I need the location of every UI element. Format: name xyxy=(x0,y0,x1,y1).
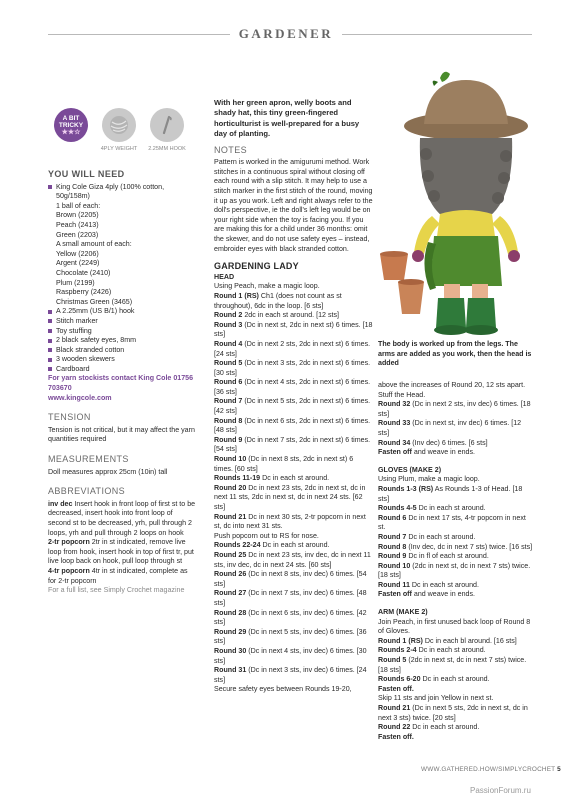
row-label: Round 21 xyxy=(378,704,411,712)
difficulty-stars: ★★☆ xyxy=(61,128,81,136)
difficulty-line1: A BIT xyxy=(62,114,80,122)
pattern-row xyxy=(378,685,534,695)
row-text: (Dc in next 4 sts, 2dc in next st) 6 times. [36 sts] xyxy=(214,378,371,396)
list-item: Stitch marker xyxy=(48,317,196,327)
pattern-row xyxy=(378,419,534,438)
row-text: (Dc in next 8 sts, inv dec) 6 times. [54 sts] xyxy=(214,570,367,588)
materials-list xyxy=(48,183,196,375)
page-number: 5 xyxy=(557,766,561,773)
page-footer xyxy=(421,766,561,773)
yarn-weight-label: 4PLY WEIGHT xyxy=(100,146,138,152)
pattern-row xyxy=(214,455,374,474)
row-text: (2dc in next st, dc in next 7 sts) twice. [18 sts] xyxy=(378,561,531,580)
pattern-row xyxy=(214,311,374,321)
row-text: Dc in each st around. xyxy=(410,723,480,732)
row-label: Round 33 xyxy=(378,419,411,428)
pattern-row xyxy=(378,694,534,704)
row-text: Dc in each st around. xyxy=(416,646,486,655)
row-text: Dc in each st around. xyxy=(420,675,490,684)
row-label: Round 2 xyxy=(214,311,243,320)
head-rows-continued xyxy=(378,400,534,458)
yarn-weight-badge xyxy=(100,108,138,153)
abbreviation-entry xyxy=(48,500,196,538)
pattern-title: GARDENING LADY xyxy=(214,261,299,272)
list-subitem: 1 ball of each: xyxy=(56,201,101,210)
row-label: Round 9 xyxy=(214,435,243,444)
pattern-row xyxy=(378,733,534,743)
row-text: (Dc in next 4 sts, inv dec) 6 times. [30 sts] xyxy=(214,646,367,665)
row-text: (Dc in next 7 sts, inv dec) 6 times. [48 sts] xyxy=(214,589,367,607)
pattern-row xyxy=(214,570,374,589)
row-label: Round 5 xyxy=(214,359,243,368)
abbreviations-note: For a full list, see Simply Crochet magazine xyxy=(48,586,185,595)
pattern-row xyxy=(378,562,534,581)
tension-text: Tension is not critical, but it may affect the yarn quantities required xyxy=(48,425,195,444)
difficulty-badge xyxy=(52,108,90,142)
list-subitem: Yellow (2206) xyxy=(56,249,99,258)
row-label: Round 26 xyxy=(214,570,247,579)
hook-icon xyxy=(150,108,184,142)
row-text: (Dc in next st, inv dec) 6 times. [12 sts] xyxy=(378,419,522,437)
row-label: Round 3 xyxy=(214,320,243,329)
row-text: and weave in ends. xyxy=(411,590,476,599)
list-subitem: Argent (2249) xyxy=(56,259,100,268)
pattern-row xyxy=(378,504,534,514)
row-text: (Dc in next 6 sts, inv dec) 6 times. [42 sts] xyxy=(214,608,367,627)
row-label: Round 30 xyxy=(214,646,247,655)
row-label: Round 22 xyxy=(378,723,411,732)
difficulty-line2: TRICKY xyxy=(58,121,84,129)
row-text: Secure safety eyes between Rounds 19-20, xyxy=(214,685,352,694)
abbr-def: Insert hook in front loop of first st to be decreased, insert hook into front loop of second st to be decreased, yrh, pull through 2 loops, yrh and pull through 2 loops on hook xyxy=(48,499,196,537)
pattern-row xyxy=(378,448,534,458)
row-text: (Inv dec, dc in next 7 sts) twice. [16 sts] xyxy=(406,542,533,551)
left-column xyxy=(48,108,196,596)
row-label: Round 20 xyxy=(214,483,247,492)
row-label: Round 10 xyxy=(378,561,411,570)
abbr-term: inv dec xyxy=(48,499,73,508)
pattern-row xyxy=(214,685,374,695)
arm-intro: Join Peach, in first unused back loop of Round 8 of Gloves. xyxy=(378,617,531,636)
list-item: King Cole Giza 4ply (100% cotton, 50g/158m) xyxy=(48,183,196,202)
list-subitem: Brown (2205) xyxy=(56,211,99,220)
row-label: Round 31 xyxy=(214,666,247,675)
pattern-row xyxy=(378,723,534,733)
abbr-def: 4tr in st indicated, complete as for 2-tr popcorn xyxy=(48,566,188,585)
abbr-term: 4-tr popcorn xyxy=(48,566,90,575)
row-text: Dc in each st around. xyxy=(260,541,330,550)
row-text: As Rounds 1-3 of Head. [18 sts] xyxy=(378,484,523,503)
row-text: (Dc in next 5 sts, 2dc in next st, dc in next 3 sts) twice. [20 sts] xyxy=(378,704,528,722)
row-label: Rounds 4-5 xyxy=(378,504,417,513)
row-text: Dc in next 23 sts, inv dec, dc in next 11 sts, inv dec, dc in next 24 sts. [60 sts] xyxy=(214,550,371,569)
row-text: Dc in each bl around. [16 sts] xyxy=(422,636,517,645)
row-label: Round 1 (RS) xyxy=(214,291,259,300)
row-label: Round 11 xyxy=(378,580,410,589)
row-label: Fasten off xyxy=(378,448,412,457)
pattern-row xyxy=(214,647,374,666)
row-label: Round 6 xyxy=(378,513,407,522)
list-item: 3 wooden skewers xyxy=(48,355,196,365)
pattern-row xyxy=(214,484,374,513)
row-text: Dc in next 17 sts, 4-tr popcorn in next st. xyxy=(378,513,526,532)
row-label: Rounds 1-3 (RS) xyxy=(378,484,434,493)
row-text: Ch1 (does not count as st throughout), 6dc in the loop. [6 sts] xyxy=(214,291,342,310)
list-item: Black stranded cotton xyxy=(48,346,196,356)
abbr-term: 2-tr popcorn xyxy=(48,538,90,547)
list-subitem: Green (2203) xyxy=(56,230,99,239)
list-subitem: Plum (2199) xyxy=(56,278,95,287)
row-text: 2dc in each st around. [12 sts] xyxy=(242,311,339,320)
pattern-row xyxy=(214,609,374,628)
yarn-ball-icon xyxy=(102,108,136,142)
pattern-row xyxy=(214,378,374,397)
row-label: Round 27 xyxy=(214,589,247,598)
notes-text: Pattern is worked in the amigurumi method. Work stitches in a continuous spiral without closing off each round with a slip stitch. It may help to use a stitch marker in the first stitch of the round, moving it up as you work. Left and right always refer to the doll's perspective, ie the doll's left leg would be on your right side when the toy is facing you. If you are making this for a child under 36 months: omit the skewer, and do not use safety eyes – instead, embroider eyes with black stranded cotton. xyxy=(214,158,373,253)
row-text: Dc in each st around. xyxy=(260,474,330,483)
row-label: Round 34 xyxy=(378,438,411,447)
pattern-row xyxy=(378,543,534,553)
pattern-row xyxy=(214,628,374,647)
row-text: (Dc in next 2 sts, inv dec) 6 times. [18 sts] xyxy=(378,400,531,418)
row-label: Round 7 xyxy=(214,397,243,406)
pattern-row xyxy=(378,533,534,543)
header-rule-right xyxy=(342,34,532,35)
pattern-row xyxy=(214,292,374,311)
pattern-row xyxy=(378,514,534,533)
pattern-row xyxy=(214,417,374,436)
hook-size-badge xyxy=(148,108,186,153)
abbreviation-entry xyxy=(48,567,196,586)
row-label: Round 21 xyxy=(214,512,247,521)
website-link[interactable]: www.kingcole.com xyxy=(48,393,112,402)
row-text: and weave in ends. xyxy=(411,448,476,457)
gloves-rows xyxy=(378,485,534,600)
list-subitem: A small amount of each: xyxy=(56,240,132,249)
list-subitem: Chocolate (2410) xyxy=(56,268,111,277)
row-text: (Dc in next 2 sts, 2dc in next st) 6 times. [24 sts] xyxy=(214,339,371,358)
notes-heading: NOTES xyxy=(214,144,248,155)
right-column xyxy=(378,381,534,742)
row-text: (Inv dec) 6 times. [6 sts] xyxy=(410,438,488,447)
pattern-row xyxy=(214,397,374,416)
section-title: GARDENER xyxy=(238,26,334,41)
pattern-row xyxy=(378,485,534,504)
pattern-row xyxy=(214,340,374,359)
row-label: Fasten off xyxy=(378,590,412,599)
arm-rows xyxy=(378,637,534,743)
row-text: (Dc in next st, 2dc in next st) 6 times. [18 sts] xyxy=(214,320,373,339)
badges-row xyxy=(52,108,196,170)
pattern-row xyxy=(214,532,374,542)
continued-text: above the increases of Round 20, 12 sts apart. Stuff the Head. xyxy=(378,381,526,399)
pattern-row xyxy=(378,590,534,600)
row-text: (Dc in next 5 sts, 2dc in next st) 6 times. [42 sts] xyxy=(214,397,371,416)
list-item: Toy stuffing xyxy=(48,327,196,337)
pattern-row xyxy=(214,436,374,455)
row-text: Skip 11 sts and join Yellow in next st. xyxy=(378,694,494,703)
row-label: Round 6 xyxy=(214,378,243,387)
row-label: Rounds 11-19 xyxy=(214,474,261,483)
abbreviations-heading: ABBREVIATIONS xyxy=(48,486,126,497)
pattern-row xyxy=(214,589,374,608)
pattern-row xyxy=(378,675,534,685)
head-rows xyxy=(214,292,374,695)
pattern-row xyxy=(378,581,534,591)
list-item: A 2.25mm (US B/1) hook xyxy=(48,307,196,317)
row-text: (2dc in next st, dc in next 7 sts) twice. [18 sts] xyxy=(378,656,527,674)
pattern-row xyxy=(214,359,374,378)
row-text: Dc in fl of each st around. xyxy=(406,552,489,561)
row-label: Fasten off. xyxy=(378,684,414,693)
row-text: (Dc in next 8 sts, 2dc in next st) 6 times. [60 sts] xyxy=(214,455,354,473)
row-text: Dc in each st around. xyxy=(409,580,479,589)
header-rule-left xyxy=(48,34,230,35)
row-label: Round 9 xyxy=(378,552,407,561)
pattern-row xyxy=(214,513,374,532)
list-item: Cardboard xyxy=(48,365,196,375)
row-label: Round 29 xyxy=(214,627,247,636)
row-text: (Dc in next 3 sts, inv dec) 6 times. [24 sts] xyxy=(214,666,367,684)
you-will-need-heading: YOU WILL NEED xyxy=(48,169,125,179)
footer-url[interactable]: WWW.GATHERED.HOW/SIMPLYCROCHET xyxy=(421,766,556,773)
row-label: Round 25 xyxy=(214,550,247,559)
head-heading: HEAD xyxy=(214,272,235,281)
row-label: Round 7 xyxy=(378,532,407,541)
row-label: Round 4 xyxy=(214,339,243,348)
pattern-row xyxy=(378,439,534,449)
intro-text: With her green apron, welly boots and shady hat, this tiny green-fingered horticulturist is well-prepared for a busy day of planting. xyxy=(214,98,360,139)
photo-caption: The body is worked up from the legs. The arms are added as you work, then the head is added xyxy=(378,340,532,368)
watermark: PassionForum.ru xyxy=(470,786,531,795)
row-label: Fasten off. xyxy=(378,732,414,741)
pattern-row xyxy=(378,400,534,419)
pattern-row xyxy=(378,704,534,723)
row-text: (Dc in next 5 sts, inv dec) 6 times. [36 sts] xyxy=(214,627,367,646)
row-text: Dc in next 23 sts, 2dc in next st, dc in next 11 sts, 2dc in next st, dc in next 24 sts. [62 sts] xyxy=(214,483,366,511)
row-label: Round 28 xyxy=(214,608,247,617)
row-label: Round 10 xyxy=(214,455,247,464)
pattern-row xyxy=(214,474,374,484)
row-label: Rounds 2-4 xyxy=(378,646,417,655)
pattern-row xyxy=(378,656,534,675)
measurements-text: Doll measures approx 25cm (10in) tall xyxy=(48,467,168,476)
pattern-row xyxy=(378,552,534,562)
row-label: Round 8 xyxy=(378,542,407,551)
row-label: Round 8 xyxy=(214,416,243,425)
row-text: Dc in each st around. xyxy=(406,532,476,541)
list-subitem: Raspberry (2426) xyxy=(56,288,112,297)
pattern-row xyxy=(214,321,374,340)
tension-heading: TENSION xyxy=(48,412,91,423)
doll-photo xyxy=(378,66,530,338)
pattern-row xyxy=(214,551,374,570)
row-text: Push popcorn out to RS for nose. xyxy=(214,531,319,540)
row-label: Round 5 xyxy=(378,656,407,665)
abbreviation-entry xyxy=(48,538,196,567)
pattern-row xyxy=(378,646,534,656)
abbr-def: 2tr in st indicated, remove live loop from hook, insert hook in top of first tr, put live loop back on hook, pull loop through st xyxy=(48,538,194,566)
row-text: Dc in next 30 sts, 2-tr popcorn in next st, dc into next 31 sts. xyxy=(214,512,366,531)
list-subitem: Christmas Green (3465) xyxy=(56,297,133,306)
row-label: Round 1 (RS) xyxy=(378,636,423,645)
middle-column xyxy=(214,98,374,695)
pattern-row xyxy=(378,637,534,647)
head-intro: Using Peach, make a magic loop. xyxy=(214,282,320,291)
gloves-intro: Using Plum, make a magic loop. xyxy=(378,475,480,484)
row-text: Dc in each st around. xyxy=(416,504,486,513)
row-label: Rounds 22-24 xyxy=(214,541,261,550)
row-label: Rounds 6-20 xyxy=(378,675,421,684)
list-subitem: Peach (2413) xyxy=(56,220,99,229)
row-label: Round 32 xyxy=(378,400,411,409)
gloves-heading: GLOVES (MAKE 2) xyxy=(378,465,442,474)
arm-heading: ARM (MAKE 2) xyxy=(378,608,428,617)
pattern-row xyxy=(214,666,374,685)
pattern-row xyxy=(214,541,374,551)
row-text: (Dc in next 6 sts, 2dc in next st) 6 times. [48 sts] xyxy=(214,416,371,435)
row-text: (Dc in next 7 sts, 2dc in next st) 6 times. [54 sts] xyxy=(214,435,371,454)
row-text: (Dc in next 3 sts, 2dc in next st) 6 times. [30 sts] xyxy=(214,359,371,377)
list-item: 2 black safety eyes, 8mm xyxy=(48,336,196,346)
hook-size-label: 2.25MM HOOK xyxy=(148,146,186,152)
stockists-text: For yarn stockists contact King Cole 01756 703670 xyxy=(48,374,194,393)
measurements-heading: MEASUREMENTS xyxy=(48,454,129,465)
